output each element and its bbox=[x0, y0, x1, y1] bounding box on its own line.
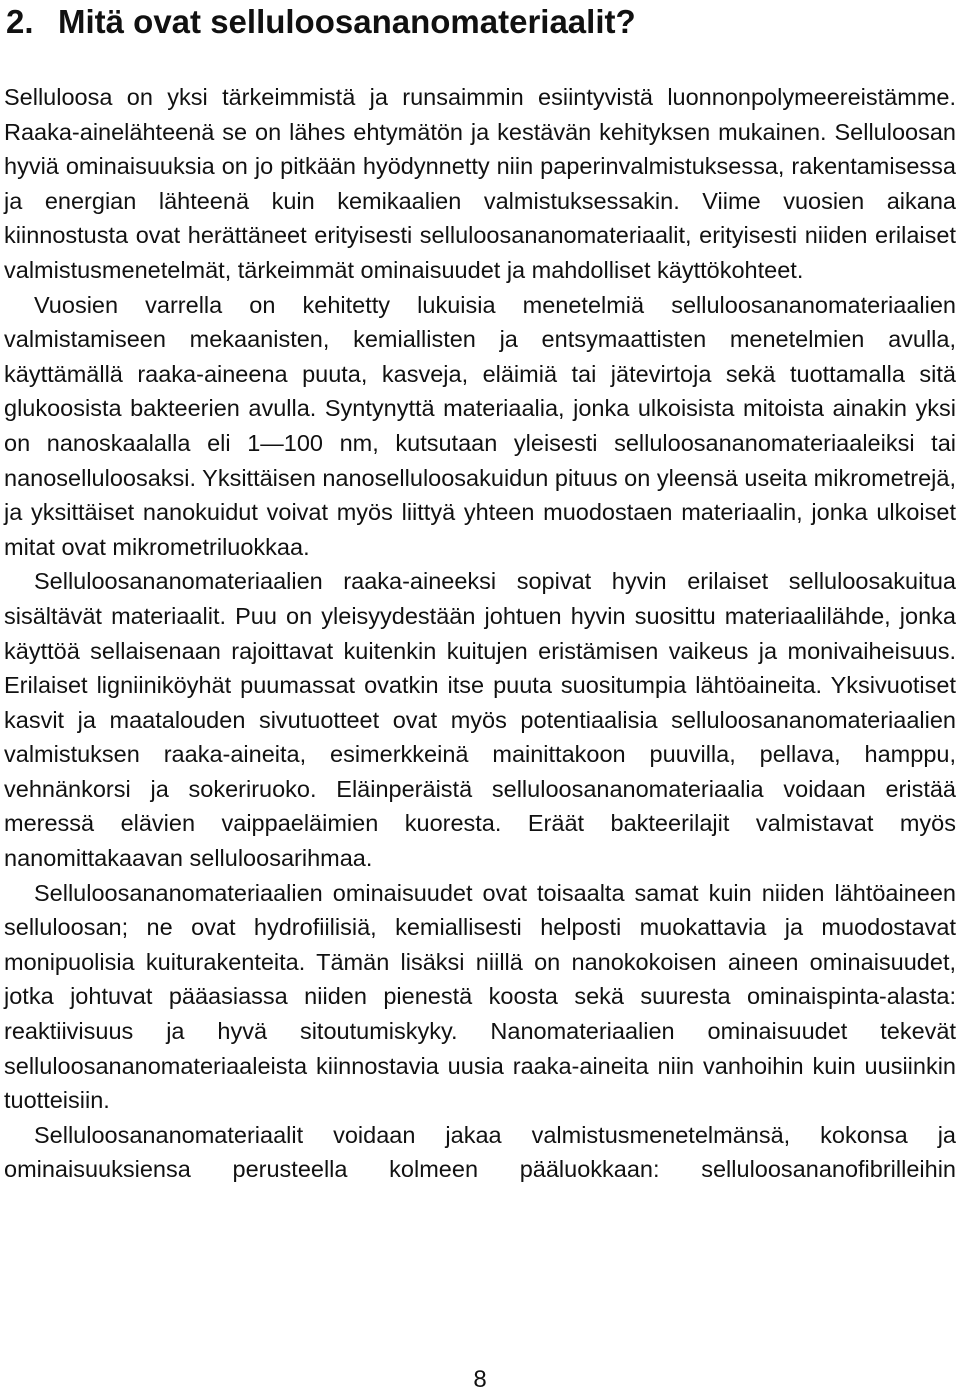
paragraph-5: Selluloosananomateriaalit voidaan jakaa valmistusmenetelmänsä, kokonsa ja ominaisuuksiensa perusteella kolmeen pääluokkaan: selluloosananofibrilleihin bbox=[4, 1121, 956, 1183]
section-heading bbox=[6, 0, 636, 44]
body-text bbox=[4, 80, 956, 1187]
paragraph-3: Selluloosananomateriaalien raaka-aineeksi sopivat hyvin erilaiset selluloosakuitua sisältävät materiaalit. Puu on yleisyydestään johtuen hyvin suosittu materiaalilähde, jonka käyttöä sellaisenaan rajoittavat kuitenkin kuitujen eristämisen vaikeus ja monivaiheisuus. Erilaiset ligniiniköyhät puumassat ovatkin itse puuta suositumpia lähtöaineita. Yksivuotiset kasvit ja maatalouden sivutuotteet ovat myös potentiaalisia selluloosananomateriaalien valmistuksen raaka-aineita, esimerkkeinä mainittakoon puuvilla, pellava, hamppu, vehnänkorsi ja sokeriruoko. Eläinperäistä selluloosananomateriaalia voidaan eristää meressä elävien vaippaeläimien kuoresta. Eräät bakteerilajit valmistavat myös nanomittakaavan selluloosarihmaa. bbox=[4, 568, 956, 872]
page-number: 8 bbox=[473, 1366, 487, 1393]
paragraph-2: Vuosien varrella on kehitetty lukuisia menetelmiä selluloosananomateriaalien valmistamiseen mekaanisten, kemiallisten ja entsymaattisten menetelmien avulla, käyttämällä raaka-aineena puuta, kasveja, eläimiä tai jätevirtoja sekä tuottamalla sitä glukoosista bakteerien avulla. Syntynyttä materiaalia, jonka ulkoisista mitoista ainakin yksi on nanoskaalalla eli 1—100 nm, kutsutaan yleisesti selluloosananomateriaaleiksi tai nanoselluloosaksi. Yksittäisen nanoselluloosakuidun pituus on yleensä useita mikrometrejä, ja yksittäiset nanokuidut voivat myös liittyä yhteen muodostaen materiaalin, jonka ulkoiset mitat ovat mikrometriluokkaa. bbox=[4, 291, 956, 560]
paragraph-4: Selluloosananomateriaalien ominaisuudet ovat toisaalta samat kuin niiden lähtöaineen selluloosan; ne ovat hydrofiilisiä, kemiallisesti helposti muokattavia ja muodostavat monipuolisia kuiturakenteita. Tämän lisäksi niillä on nanokokoisen aineen ominaisuudet, jotka johtuvat pääasiassa niiden pienestä koosta sekä suuresta ominaispinta-alasta: reaktiivisuus ja hyvä sitoutumiskyky. Nanomateriaalien ominaisuudet tekevät selluloosananomateriaaleista kiinnostavia uusia raaka-aineita niin vanhoihin kuin uusiinkin tuotteisiin. bbox=[4, 879, 956, 1114]
section-title: Mitä ovat selluloosananomateriaalit? bbox=[58, 3, 636, 40]
section-number: 2. bbox=[6, 3, 34, 40]
paragraph-1: Selluloosa on yksi tärkeimmistä ja runsaimmin esiintyvistä luonnonpolymeereistämme. Raaka-ainelähteenä se on lähes ehtymätön ja kestävän kehityksen mukainen. Selluloosan hyviä ominaisuuksia on jo pitkään hyödynnetty niin paperinvalmistuksessa, rakentamisessa ja energian lähteenä kuin kemikaalien valmistuksessakin. Viime vuosien aikana kiinnostusta ovat herättäneet erityisesti selluloosananomateriaalit, erityisesti niiden erilaiset valmistusmenetelmät, tärkeimmät ominaisuudet ja mahdolliset käyttökohteet. bbox=[4, 84, 956, 283]
